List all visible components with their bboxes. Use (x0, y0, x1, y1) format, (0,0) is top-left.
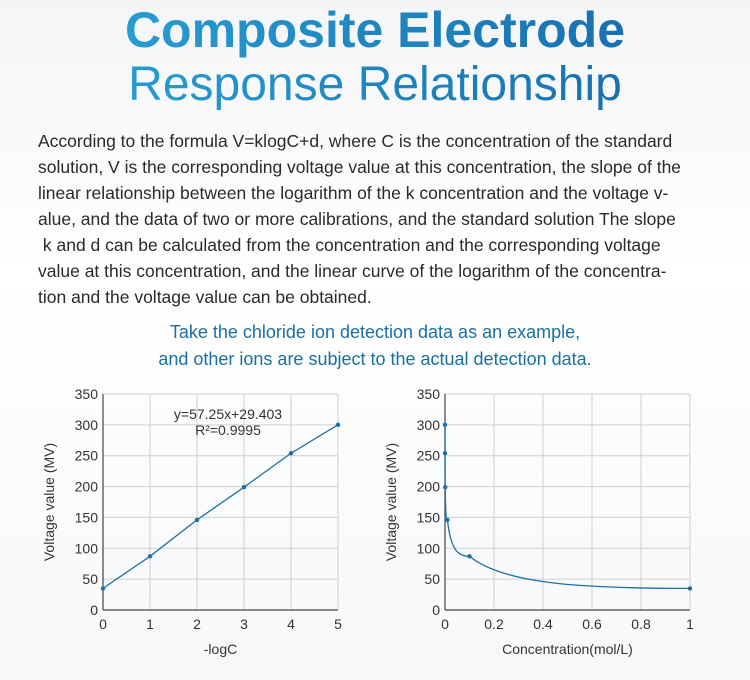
x-tick-label: 0.8 (631, 616, 651, 632)
y-tick-label: 0 (90, 602, 98, 618)
data-point (445, 518, 449, 522)
y-tick-label: 50 (424, 571, 440, 588)
equation-annotation: R²=0.9995 (195, 422, 261, 438)
note-line: and other ions are subject to the actual detection data. (158, 349, 592, 369)
x-tick-label: 0.2 (484, 616, 504, 632)
y-tick-label: 350 (416, 386, 440, 402)
intro-paragraph (38, 128, 744, 310)
x-tick-label: 0 (99, 616, 107, 632)
example-note (0, 319, 750, 373)
page-title-line1: Composite Electrode (0, 2, 750, 58)
x-axis-label: -logC (203, 641, 238, 657)
data-point (289, 451, 293, 455)
data-point (242, 485, 246, 489)
data-point (148, 554, 152, 558)
data-point (443, 423, 447, 427)
equation-annotation: y=57.25x+29.403 (173, 406, 283, 422)
intro-line: linear relationship between the logarithm of the k concentration and the voltage v- (38, 183, 669, 203)
x-tick-label: 5 (334, 616, 342, 632)
data-point (443, 485, 447, 489)
y-tick-label: 250 (416, 447, 440, 464)
y-tick-label: 250 (74, 447, 98, 464)
series-line (103, 425, 338, 589)
y-tick-label: 200 (74, 478, 98, 495)
title-block (0, 2, 750, 112)
intro-line: alue, and the data of two or more calibrations, and the standard solution The slope (38, 209, 676, 229)
x-tick-label: 4 (287, 616, 295, 632)
intro-line: solution, V is the corresponding voltage value at this concentration, the slope of the (38, 157, 682, 177)
y-tick-label: 200 (416, 478, 440, 495)
y-tick-label: 350 (74, 386, 98, 402)
y-tick-label: 100 (74, 540, 98, 557)
y-axis-label: Voltage value (MV) (383, 442, 399, 562)
y-tick-label: 50 (82, 571, 98, 588)
y-tick-label: 100 (416, 540, 440, 557)
note-line: Take the chloride ion detection data as an example, (169, 322, 581, 342)
data-point (467, 554, 471, 558)
x-tick-label: 3 (240, 616, 248, 632)
chart-voltage-vs-concentration (382, 380, 712, 670)
y-tick-label: 300 (416, 416, 440, 433)
x-tick-label: 0.4 (533, 616, 553, 632)
intro-line: value at this concentration, and the linear curve of the logarithm of the concentra- (38, 261, 667, 281)
y-tick-label: 0 (432, 602, 440, 618)
x-tick-label: 1 (686, 616, 694, 632)
y-tick-label: 300 (74, 416, 98, 433)
data-point (101, 586, 105, 590)
intro-line: k and d can be calculated from the concentration and the corresponding voltage (38, 235, 661, 255)
chart-voltage-vs-logc (40, 380, 360, 670)
data-point (195, 518, 199, 522)
x-tick-label: 0 (441, 616, 449, 632)
series-line (445, 425, 690, 589)
intro-line: tion and the voltage value can be obtained. (38, 287, 372, 307)
y-tick-label: 150 (416, 509, 440, 526)
data-point (443, 451, 447, 455)
x-tick-label: 2 (193, 616, 201, 632)
x-axis-label: Concentration(mol/L) (502, 641, 633, 657)
page-title-line2: Response Relationship (0, 58, 750, 112)
y-axis-label: Voltage value (MV) (41, 442, 57, 562)
y-tick-label: 150 (74, 509, 98, 526)
x-tick-label: 0.6 (582, 616, 602, 632)
x-tick-label: 1 (146, 616, 154, 632)
data-point (336, 423, 340, 427)
data-point (688, 586, 692, 590)
intro-line: According to the formula V=klogC+d, where C is the concentration of the standard (38, 131, 673, 151)
